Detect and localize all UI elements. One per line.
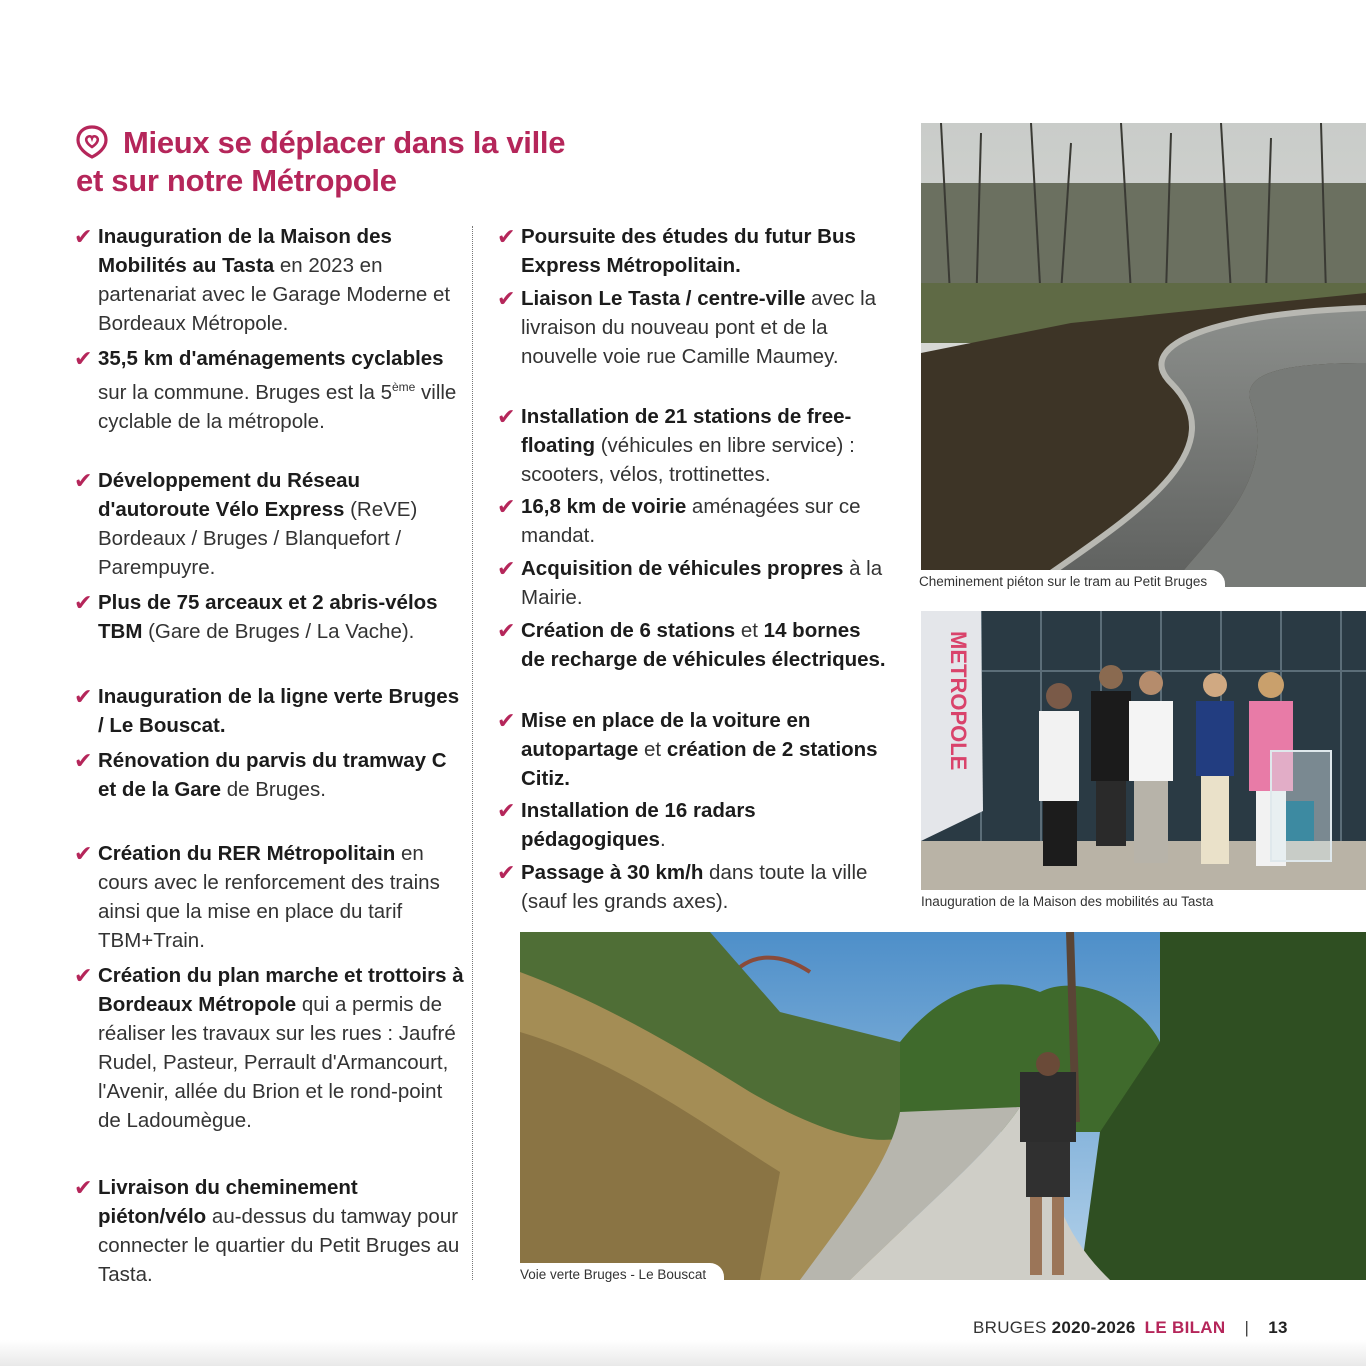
item-bold: Poursuite des études du futur Bus Express Métropolitain. (521, 225, 856, 277)
check-icon: ✔ (74, 468, 93, 493)
check-icon: ✔ (497, 618, 516, 643)
banner-text: METROPOLE (946, 631, 971, 771)
item-bold-2: création de 2 stations Citiz. (521, 738, 878, 790)
check-icon: ✔ (497, 798, 516, 823)
item-bold: Liaison Le Tasta / centre-ville (521, 287, 806, 310)
photo-caption: Voie verte Bruges - Le Bouscat (520, 1263, 724, 1284)
check-icon: ✔ (497, 708, 516, 733)
photo-inauguration (921, 611, 1366, 890)
photo-gravel-path (921, 123, 1366, 587)
list-item (497, 554, 887, 616)
list-item (74, 588, 466, 682)
list-item (497, 222, 887, 284)
item-bold: Inauguration de la ligne verte Bruges / Le Bouscat. (98, 685, 460, 737)
item-text: au-dessus du tamway pour connecter le quartier du Petit Bruges au Tasta. (98, 1205, 460, 1286)
item-text: et (638, 738, 667, 761)
check-icon: ✔ (497, 860, 516, 885)
item-text: . (659, 828, 666, 851)
item-text: avec la livraison du nouveau pont et de la nouvelle voie rue Camille Maumey. (521, 287, 877, 368)
item-bold: Création du plan marche et trottoirs à Bordeaux Métropole (98, 964, 464, 1016)
item-bold: Création de 6 stations (521, 619, 736, 642)
item-text: dans toute la ville (sauf les grands axes). (521, 861, 868, 913)
footer-separator: | (1244, 1318, 1250, 1337)
check-icon: ✔ (497, 494, 516, 519)
item-bold: 16,8 km de voirie (521, 495, 687, 518)
item-text: (ReVE) Bordeaux / Bruges / Blanquefort / Parempuyre. (98, 498, 418, 579)
item-text: en cours avec le renforcement des trains ainsi que la mise en place du tarif TBM+Train. (98, 842, 440, 952)
footer-town: BRUGES (973, 1318, 1047, 1337)
item-bold: Création du RER Métropolitain (98, 842, 396, 865)
item-bold: Plus de 75 arceaux et 2 abris-vélos TBM (98, 591, 438, 643)
item-bold: 35,5 km d'aménagements cyclables (98, 347, 444, 370)
check-icon: ✔ (74, 748, 93, 773)
list-item (497, 616, 887, 706)
list-item (497, 284, 887, 402)
list-item (74, 839, 466, 961)
list-item (74, 1173, 466, 1289)
check-icon: ✔ (497, 224, 516, 249)
item-text: à la Mairie. (521, 557, 883, 609)
item-text: de Bruges. (221, 778, 326, 801)
list-item (497, 796, 887, 858)
item-bold: Inauguration de la Maison des Mobilités au Tasta (98, 225, 392, 277)
footer-years: 2020-2026 (1051, 1318, 1136, 1337)
item-bold: Livraison du cheminement piéton/vélo (98, 1176, 358, 1228)
list-item (497, 492, 887, 554)
middle-column (497, 222, 887, 916)
item-bold: Mise en place de la voiture en autopartage (521, 709, 811, 761)
item-sup: ème (391, 380, 416, 394)
item-bold: Installation de 21 stations de free-floating (521, 405, 852, 457)
item-text: (Gare de Bruges / La Vache). (142, 620, 415, 643)
item-text: aménagées sur ce mandat. (521, 495, 861, 547)
check-icon: ✔ (497, 404, 516, 429)
item-text: en 2023 en partenariat avec le Garage Moderne et Bordeaux Métropole. (98, 254, 451, 335)
item-text: sur la commune. Bruges est la 5 (98, 380, 392, 404)
check-icon: ✔ (497, 286, 516, 311)
item-bold: Installation de 16 radars pédagogiques (521, 799, 756, 851)
list-item (74, 682, 466, 746)
list-item (74, 344, 466, 466)
item-text: (véhicules en libre service) : scooters, vélos, trottinettes. (521, 434, 855, 486)
list-item (74, 961, 466, 1173)
item-bold: Passage à 30 km/h (521, 861, 704, 884)
item-text: et (735, 619, 764, 642)
list-item (74, 466, 466, 588)
list-item (497, 858, 887, 916)
check-icon: ✔ (74, 224, 93, 249)
check-icon: ✔ (74, 590, 93, 615)
photo-green-way (520, 932, 1366, 1280)
title-line-1: Mieux se déplacer dans la ville (123, 125, 566, 160)
photo-caption: Inauguration de la Maison des mobilités au Tasta (921, 890, 1231, 911)
check-icon: ✔ (497, 556, 516, 581)
check-icon: ✔ (74, 841, 93, 866)
check-icon: ✔ (74, 963, 93, 988)
check-icon: ✔ (74, 1175, 93, 1200)
item-bold: Acquisition de véhicules propres (521, 557, 844, 580)
page-bottom-shadow (0, 1340, 1366, 1366)
photo-caption: Cheminement piéton sur le tram au Petit Bruges (919, 570, 1225, 591)
item-text: qui a permis de réaliser les travaux sur les rues : Jaufré Rudel, Pasteur, Perrault d'Armancourt, l'Avenir, allée du Brion et le rond-point de Ladoumègue. (98, 993, 456, 1132)
list-item (74, 746, 466, 839)
page-number: 13 (1268, 1318, 1288, 1337)
list-item (74, 222, 466, 344)
left-column (74, 222, 466, 1289)
item-bold: Rénovation du parvis du tramway C et de la Gare (98, 749, 447, 801)
item-bold: Développement du Réseau d'autoroute Vélo Express (98, 469, 361, 521)
item-bold-2: 14 bornes de recharge de véhicules électriques. (521, 619, 886, 671)
list-item (497, 402, 887, 492)
check-icon: ✔ (74, 346, 93, 371)
title-line-2: et sur notre Métropole (76, 163, 397, 198)
column-divider (472, 226, 473, 1280)
footer-bilan: LE BILAN (1144, 1318, 1226, 1337)
page-title (76, 124, 565, 200)
item-text-2: ville cyclable de la métropole. (98, 380, 457, 433)
list-item (497, 706, 887, 796)
check-icon: ✔ (74, 684, 93, 709)
page-footer (973, 1318, 1288, 1338)
